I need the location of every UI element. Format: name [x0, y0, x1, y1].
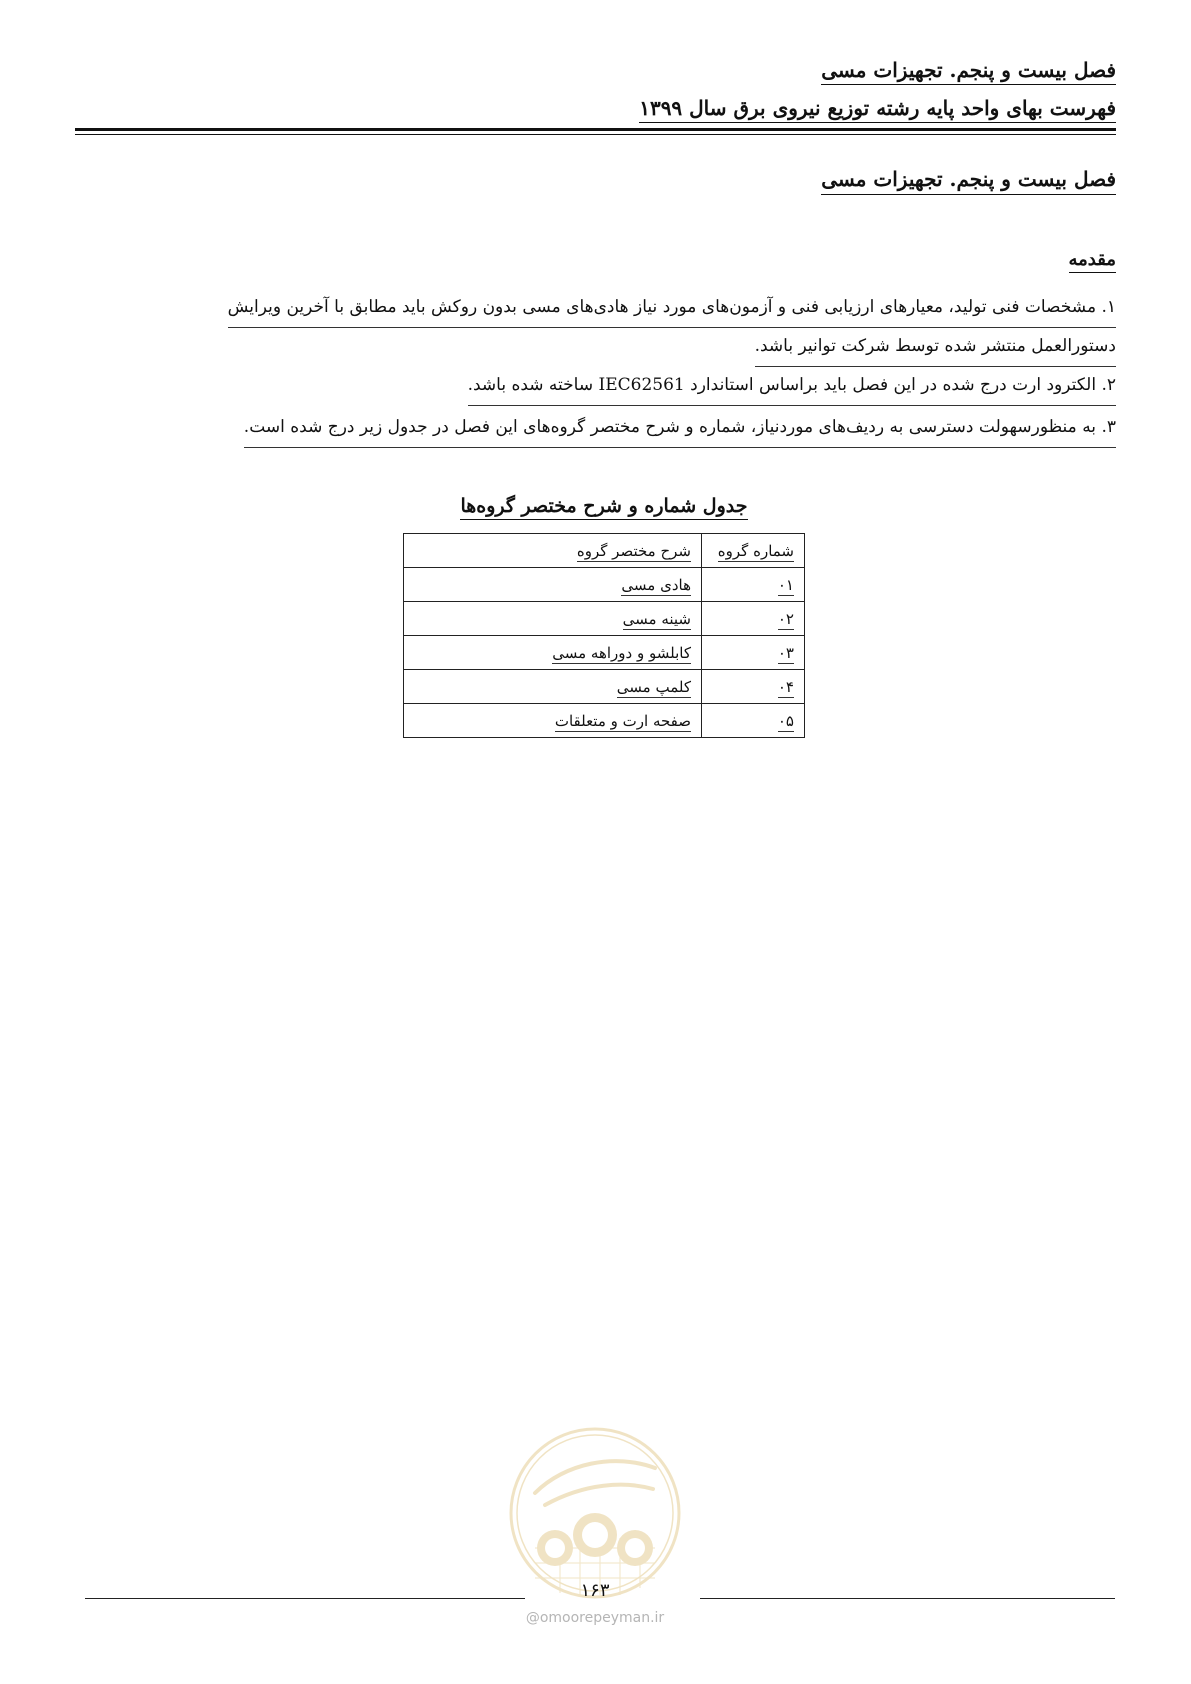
intro-item-3: ۳. به منظورسهولت دسترسی به ردیف‌های موردنیاز، شماره و شرح مختصر گروه‌های این فصل در جدول زیر درج شده است. — [244, 408, 1116, 448]
watermark-logo-icon — [505, 1423, 685, 1603]
website-watermark: @omoorepeyman.ir — [525, 1610, 665, 1626]
footer-rule-right — [700, 1598, 1115, 1599]
group-description: شینه مسی — [404, 602, 702, 636]
group-number: ۰۳ — [702, 636, 805, 670]
header-rule-thick — [75, 128, 1116, 131]
table-title: جدول شماره و شرح مختصر گروه‌ها — [403, 495, 805, 517]
page-number: ۱۶۳ — [580, 1580, 610, 1601]
groups-table — [403, 533, 805, 738]
running-header-chapter: فصل بیست و پنجم. تجهیزات مسی — [821, 58, 1116, 82]
intro-item-1-continued: دستورالعمل منتشر شده توسط شرکت توانیر باشد. — [755, 327, 1116, 367]
table-header-row — [404, 534, 805, 568]
header-rule-thin — [75, 134, 1116, 135]
group-number: ۰۱ — [702, 568, 805, 602]
group-number: ۰۴ — [702, 670, 805, 704]
group-number: ۰۵ — [702, 704, 805, 738]
group-description: هادی مسی — [404, 568, 702, 602]
group-description: صفحه ارت و متعلقات — [404, 704, 702, 738]
table-row — [404, 704, 805, 738]
header-group-number: شماره گروه — [702, 534, 805, 568]
table-row — [404, 568, 805, 602]
intro-item-2: ۲. الکترود ارت درج شده در این فصل باید براساس استاندارد IEC62561 ساخته شده باشد. — [468, 366, 1116, 406]
group-number: ۰۲ — [702, 602, 805, 636]
footer-rule-left — [85, 1598, 525, 1599]
header-group-description: شرح مختصر گروه — [404, 534, 702, 568]
table-row — [404, 636, 805, 670]
running-header-list-title: فهرست بهای واحد پایه رشته توزیع نیروی برق سال ۱۳۹۹ — [639, 96, 1116, 120]
table-row — [404, 602, 805, 636]
group-description: کابلشو و دوراهه مسی — [404, 636, 702, 670]
intro-item-1: ۱. مشخصات فنی تولید، معیارهای ارزیابی فنی و آزمون‌های مورد نیاز هادی‌های مسی بدون روکش باید مطابق با آخرین ویرایش — [80, 288, 1116, 328]
table-row — [404, 670, 805, 704]
intro-heading: مقدمه — [1069, 249, 1117, 270]
section-title: فصل بیست و پنجم. تجهیزات مسی — [821, 167, 1116, 191]
group-description: کلمپ مسی — [404, 670, 702, 704]
